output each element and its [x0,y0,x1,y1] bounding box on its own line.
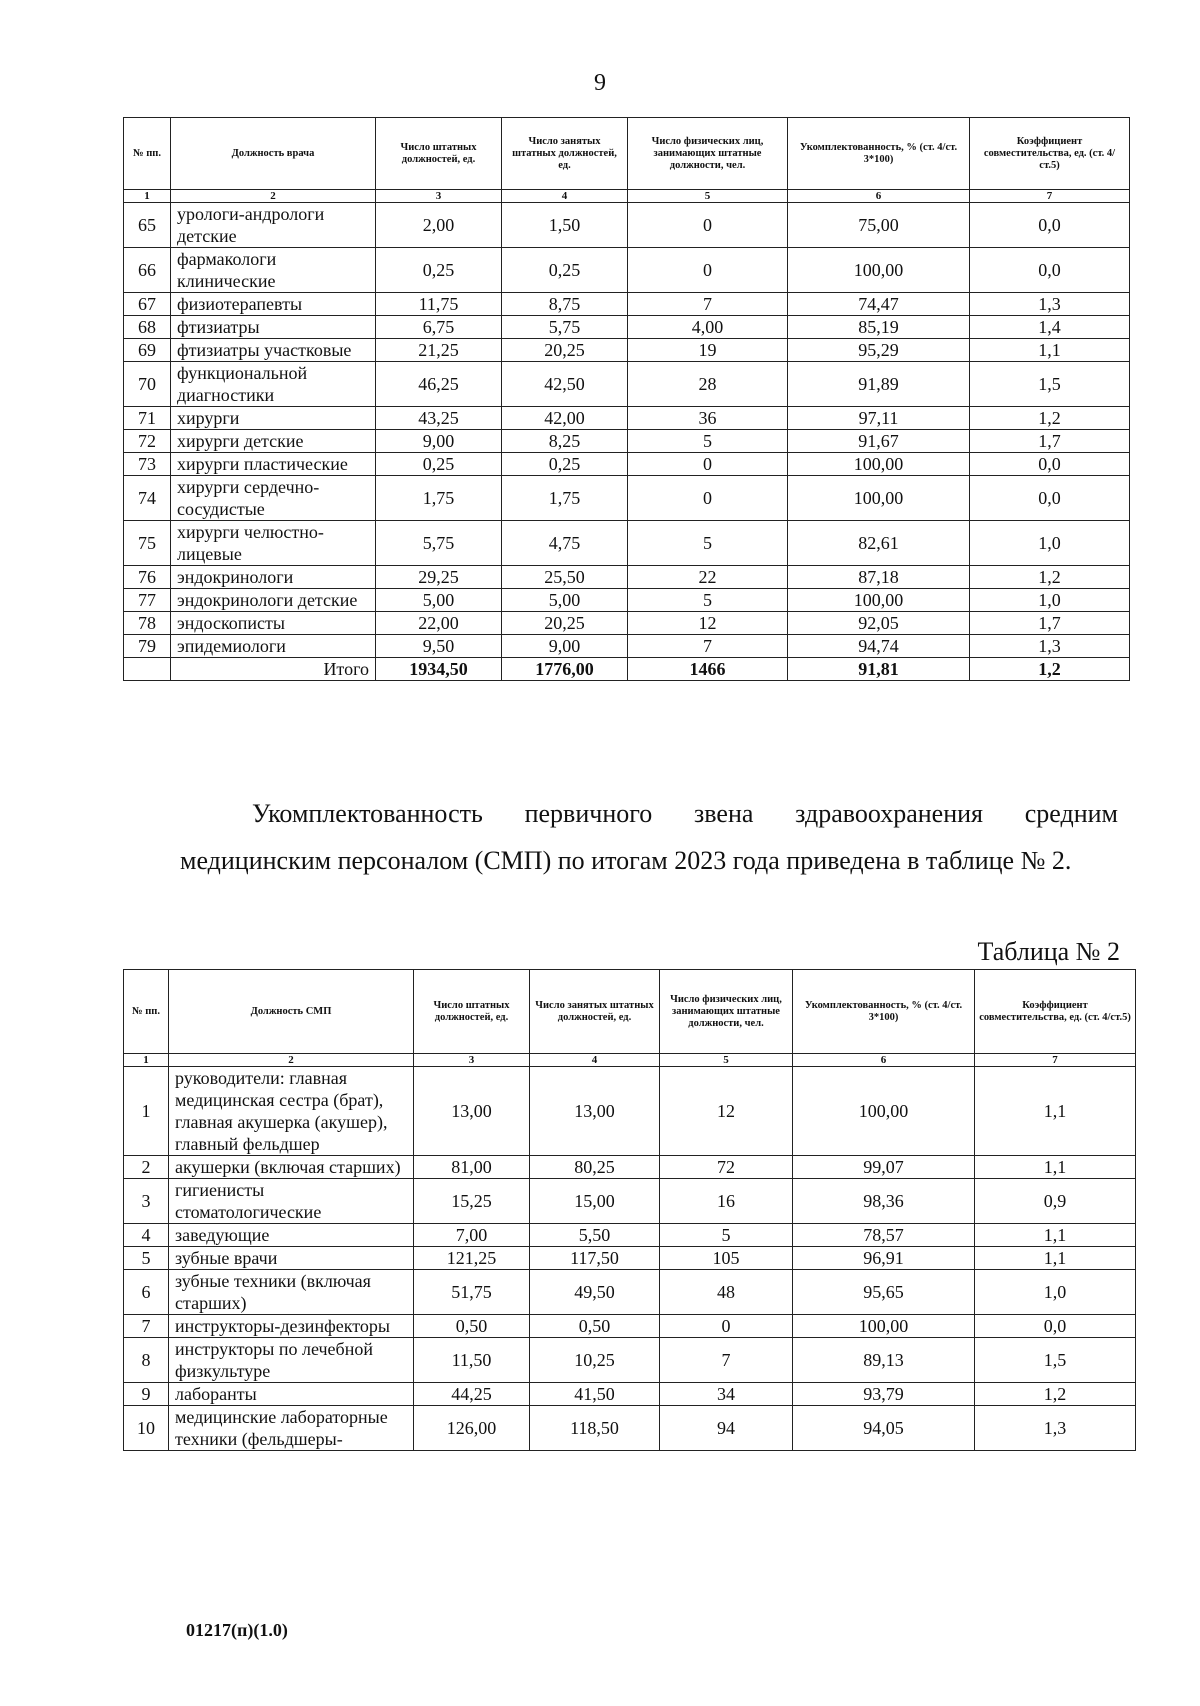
table-row [124,203,1130,248]
row-occupied-positions: 4,75 [502,521,628,566]
row-position: физиотерапевты [171,293,376,316]
row-number: 7 [124,1315,169,1338]
row-number: 71 [124,407,171,430]
total-coefficient: 1,2 [970,658,1130,681]
row-occupied-positions: 13,00 [530,1067,660,1156]
row-staffing-percent: 91,89 [788,362,970,407]
row-position: лаборанты [169,1383,414,1406]
document-code: 01217(п)(1.0) [186,1620,288,1640]
col-header-position: Должность врача [171,118,376,190]
row-number: 72 [124,430,171,453]
row-number: 6 [124,1270,169,1315]
total-occupied-positions: 1776,00 [502,658,628,681]
row-staffing-percent: 100,00 [788,589,970,612]
row-number: 1 [124,1067,169,1156]
row-staffing-percent: 78,57 [793,1224,975,1247]
table-row [124,589,1130,612]
row-staff-positions: 0,25 [376,453,502,476]
row-position: медицинские лабораторные техники (фельдшеры- [169,1406,414,1451]
column-index-row [124,190,1130,203]
row-physical-persons: 5 [628,521,788,566]
row-coefficient: 1,0 [970,521,1130,566]
row-physical-persons: 7 [660,1338,793,1383]
row-physical-persons: 72 [660,1156,793,1179]
row-position: функциональной диагностики [171,362,376,407]
row-staff-positions: 21,25 [376,339,502,362]
row-position: эндоскописты [171,612,376,635]
nurses-staffing-table [123,969,1136,1451]
row-staff-positions: 7,00 [414,1224,530,1247]
row-position: хирурги детские [171,430,376,453]
row-number: 68 [124,316,171,339]
index-cell: 7 [975,1054,1136,1067]
row-occupied-positions: 118,50 [530,1406,660,1451]
row-number: 67 [124,293,171,316]
row-occupied-positions: 8,25 [502,430,628,453]
row-occupied-positions: 42,00 [502,407,628,430]
row-staffing-percent: 100,00 [793,1067,975,1156]
row-staff-positions: 22,00 [376,612,502,635]
row-position: инструкторы по лечебной физкультуре [169,1338,414,1383]
row-coefficient: 1,5 [975,1338,1136,1383]
row-physical-persons: 19 [628,339,788,362]
row-staffing-percent: 74,47 [788,293,970,316]
total-staffing-percent: 91,81 [788,658,970,681]
total-row [124,658,1130,681]
table-row [124,293,1130,316]
row-staffing-percent: 87,18 [788,566,970,589]
row-physical-persons: 48 [660,1270,793,1315]
row-position: урологи-андрологи детские [171,203,376,248]
row-staff-positions: 13,00 [414,1067,530,1156]
row-physical-persons: 0 [660,1315,793,1338]
row-number: 9 [124,1383,169,1406]
row-coefficient: 0,9 [975,1179,1136,1224]
row-occupied-positions: 0,50 [530,1315,660,1338]
row-physical-persons: 12 [628,612,788,635]
col-header-coefficient: Коэффициент совместительства, ед. (ст. 4/ст.5) [975,970,1136,1054]
row-staffing-percent: 92,05 [788,612,970,635]
row-position: акушерки (включая старших) [169,1156,414,1179]
index-cell: 1 [124,1054,169,1067]
row-occupied-positions: 20,25 [502,339,628,362]
row-staffing-percent: 75,00 [788,203,970,248]
row-staff-positions: 11,75 [376,293,502,316]
row-coefficient: 0,0 [970,476,1130,521]
row-coefficient: 1,1 [975,1067,1136,1156]
row-coefficient: 1,1 [975,1224,1136,1247]
row-staff-positions: 1,75 [376,476,502,521]
index-cell: 4 [502,190,628,203]
row-occupied-positions: 42,50 [502,362,628,407]
row-position: гигиенисты стоматологические [169,1179,414,1224]
row-position: хирурги челюстно-лицевые [171,521,376,566]
index-cell: 6 [788,190,970,203]
col-header-coefficient: Коэффициент совместительства, ед. (ст. 4/ст.5) [970,118,1130,190]
row-position: зубные врачи [169,1247,414,1270]
table-row [124,1406,1136,1451]
row-staff-positions: 6,75 [376,316,502,339]
row-staff-positions: 44,25 [414,1383,530,1406]
col-header-physical-persons: Число физических лиц, занимающих штатные должности, чел. [628,118,788,190]
table-row [124,566,1130,589]
row-occupied-positions: 49,50 [530,1270,660,1315]
row-occupied-positions: 1,50 [502,203,628,248]
row-staffing-percent: 89,13 [793,1338,975,1383]
row-position: эпидемиологи [171,635,376,658]
row-position: фтизиатры участковые [171,339,376,362]
table-row [124,430,1130,453]
table-row [124,1156,1136,1179]
row-number: 4 [124,1224,169,1247]
table-row [124,407,1130,430]
table-row [124,476,1130,521]
row-staff-positions: 0,50 [414,1315,530,1338]
row-coefficient: 1,2 [970,407,1130,430]
row-staffing-percent: 100,00 [793,1315,975,1338]
row-staffing-percent: 100,00 [788,248,970,293]
row-physical-persons: 5 [628,589,788,612]
row-number: 75 [124,521,171,566]
row-position: эндокринологи [171,566,376,589]
col-header-staffing-percent: Укомплектованность, % (ст. 4/ст. 3*100) [793,970,975,1054]
row-coefficient: 1,1 [970,339,1130,362]
row-position: заведующие [169,1224,414,1247]
row-staff-positions: 51,75 [414,1270,530,1315]
table-row [124,1383,1136,1406]
row-coefficient: 1,5 [970,362,1130,407]
row-physical-persons: 0 [628,248,788,293]
index-cell: 2 [169,1054,414,1067]
row-position: хирурги сердечно-сосудистые [171,476,376,521]
row-number: 66 [124,248,171,293]
index-cell: 6 [793,1054,975,1067]
row-number: 10 [124,1406,169,1451]
row-coefficient: 1,3 [970,293,1130,316]
row-staff-positions: 5,75 [376,521,502,566]
row-physical-persons: 5 [660,1224,793,1247]
table-header-row [124,118,1130,190]
row-coefficient: 0,0 [970,248,1130,293]
row-number: 8 [124,1338,169,1383]
body-paragraph-block [180,790,1118,884]
row-staffing-percent: 95,29 [788,339,970,362]
col-header-occupied-positions: Число занятых штатных должностей, ед. [502,118,628,190]
row-staffing-percent: 95,65 [793,1270,975,1315]
table-row [124,1179,1136,1224]
table-row [124,316,1130,339]
col-header-physical-persons: Число физических лиц, занимающих штатные должности, чел. [660,970,793,1054]
row-position: инструкторы-дезинфекторы [169,1315,414,1338]
row-coefficient: 0,0 [975,1315,1136,1338]
row-occupied-positions: 80,25 [530,1156,660,1179]
row-coefficient: 1,4 [970,316,1130,339]
row-physical-persons: 28 [628,362,788,407]
row-staff-positions: 2,00 [376,203,502,248]
row-number: 79 [124,635,171,658]
row-occupied-positions: 20,25 [502,612,628,635]
row-staffing-percent: 91,67 [788,430,970,453]
total-label: Итого [171,658,376,681]
row-coefficient: 1,3 [975,1406,1136,1451]
row-staffing-percent: 99,07 [793,1156,975,1179]
row-physical-persons: 7 [628,293,788,316]
row-staffing-percent: 100,00 [788,476,970,521]
table-row [124,612,1130,635]
row-number: 77 [124,589,171,612]
row-coefficient: 1,3 [970,635,1130,658]
total-physical-persons: 1466 [628,658,788,681]
row-coefficient: 1,1 [975,1156,1136,1179]
row-number: 2 [124,1156,169,1179]
row-staffing-percent: 100,00 [788,453,970,476]
row-number: 70 [124,362,171,407]
row-physical-persons: 36 [628,407,788,430]
row-physical-persons: 94 [660,1406,793,1451]
row-coefficient: 1,0 [970,589,1130,612]
table-row [124,635,1130,658]
row-physical-persons: 12 [660,1067,793,1156]
row-occupied-positions: 10,25 [530,1338,660,1383]
row-position: фармакологи клинические [171,248,376,293]
row-position: руководители: главная медицинская сестра (брат), главная акушерка (акушер), главный фельдшер [169,1067,414,1156]
table-row [124,362,1130,407]
row-staffing-percent: 96,91 [793,1247,975,1270]
row-staff-positions: 121,25 [414,1247,530,1270]
row-occupied-positions: 0,25 [502,453,628,476]
index-cell: 3 [414,1054,530,1067]
col-header-occupied-positions: Число занятых штатных должностей, ед. [530,970,660,1054]
row-number: 76 [124,566,171,589]
row-physical-persons: 5 [628,430,788,453]
row-number: 69 [124,339,171,362]
row-staffing-percent: 82,61 [788,521,970,566]
row-physical-persons: 0 [628,476,788,521]
row-coefficient: 1,7 [970,612,1130,635]
row-physical-persons: 0 [628,453,788,476]
table-row [124,1224,1136,1247]
row-physical-persons: 105 [660,1247,793,1270]
table-row [124,1247,1136,1270]
row-staffing-percent: 85,19 [788,316,970,339]
col-header-staff-positions: Число штатных должностей, ед. [414,970,530,1054]
row-occupied-positions: 117,50 [530,1247,660,1270]
row-staffing-percent: 94,74 [788,635,970,658]
row-number: 73 [124,453,171,476]
row-physical-persons: 22 [628,566,788,589]
row-staff-positions: 126,00 [414,1406,530,1451]
index-cell: 4 [530,1054,660,1067]
row-position: эндокринологи детские [171,589,376,612]
row-staff-positions: 81,00 [414,1156,530,1179]
col-header-number: № пп. [124,970,169,1054]
row-number: 3 [124,1179,169,1224]
table-row [124,1270,1136,1315]
row-occupied-positions: 41,50 [530,1383,660,1406]
row-position: хирурги пластические [171,453,376,476]
row-coefficient: 0,0 [970,453,1130,476]
total-empty-cell [124,658,171,681]
row-occupied-positions: 8,75 [502,293,628,316]
row-physical-persons: 4,00 [628,316,788,339]
page-number: 9 [594,70,606,96]
row-coefficient: 1,0 [975,1270,1136,1315]
table-row [124,1067,1136,1156]
row-staff-positions: 9,50 [376,635,502,658]
row-occupied-positions: 5,50 [530,1224,660,1247]
body-paragraph: Укомплектованность первичного звена здравоохранения средним медицинским персоналом (СМП) по итогам 2023 года приведена в таблице № 2. [180,799,1118,875]
row-position: фтизиатры [171,316,376,339]
row-staff-positions: 5,00 [376,589,502,612]
row-staff-positions: 46,25 [376,362,502,407]
table-row [124,1338,1136,1383]
table-row [124,453,1130,476]
index-cell: 1 [124,190,171,203]
col-header-position: Должность СМП [169,970,414,1054]
row-staff-positions: 9,00 [376,430,502,453]
row-coefficient: 1,1 [975,1247,1136,1270]
row-occupied-positions: 25,50 [502,566,628,589]
row-staffing-percent: 93,79 [793,1383,975,1406]
row-staff-positions: 15,25 [414,1179,530,1224]
row-occupied-positions: 5,75 [502,316,628,339]
index-cell: 7 [970,190,1130,203]
table2-caption: Таблица № 2 [977,937,1120,966]
row-physical-persons: 0 [628,203,788,248]
row-occupied-positions: 0,25 [502,248,628,293]
row-staff-positions: 29,25 [376,566,502,589]
row-number: 78 [124,612,171,635]
row-physical-persons: 7 [628,635,788,658]
row-staffing-percent: 94,05 [793,1406,975,1451]
row-coefficient: 1,2 [975,1383,1136,1406]
row-occupied-positions: 1,75 [502,476,628,521]
row-coefficient: 1,7 [970,430,1130,453]
col-header-staffing-percent: Укомплектованность, % (ст. 4/ст. 3*100) [788,118,970,190]
table-header-row [124,970,1136,1054]
row-staff-positions: 0,25 [376,248,502,293]
total-staff-positions: 1934,50 [376,658,502,681]
index-cell: 5 [628,190,788,203]
table-row [124,248,1130,293]
index-cell: 2 [171,190,376,203]
row-position: зубные техники (включая старших) [169,1270,414,1315]
table-row [124,521,1130,566]
row-staff-positions: 43,25 [376,407,502,430]
row-coefficient: 0,0 [970,203,1130,248]
row-physical-persons: 34 [660,1383,793,1406]
col-header-number: № пп. [124,118,171,190]
row-number: 5 [124,1247,169,1270]
row-staffing-percent: 98,36 [793,1179,975,1224]
row-physical-persons: 16 [660,1179,793,1224]
row-staff-positions: 11,50 [414,1338,530,1383]
index-cell: 5 [660,1054,793,1067]
column-index-row [124,1054,1136,1067]
row-occupied-positions: 15,00 [530,1179,660,1224]
row-coefficient: 1,2 [970,566,1130,589]
table-row [124,339,1130,362]
row-occupied-positions: 5,00 [502,589,628,612]
table-row [124,1315,1136,1338]
row-number: 65 [124,203,171,248]
index-cell: 3 [376,190,502,203]
row-position: хирурги [171,407,376,430]
row-staffing-percent: 97,11 [788,407,970,430]
physicians-staffing-table [123,117,1130,681]
col-header-staff-positions: Число штатных должностей, ед. [376,118,502,190]
row-occupied-positions: 9,00 [502,635,628,658]
row-number: 74 [124,476,171,521]
